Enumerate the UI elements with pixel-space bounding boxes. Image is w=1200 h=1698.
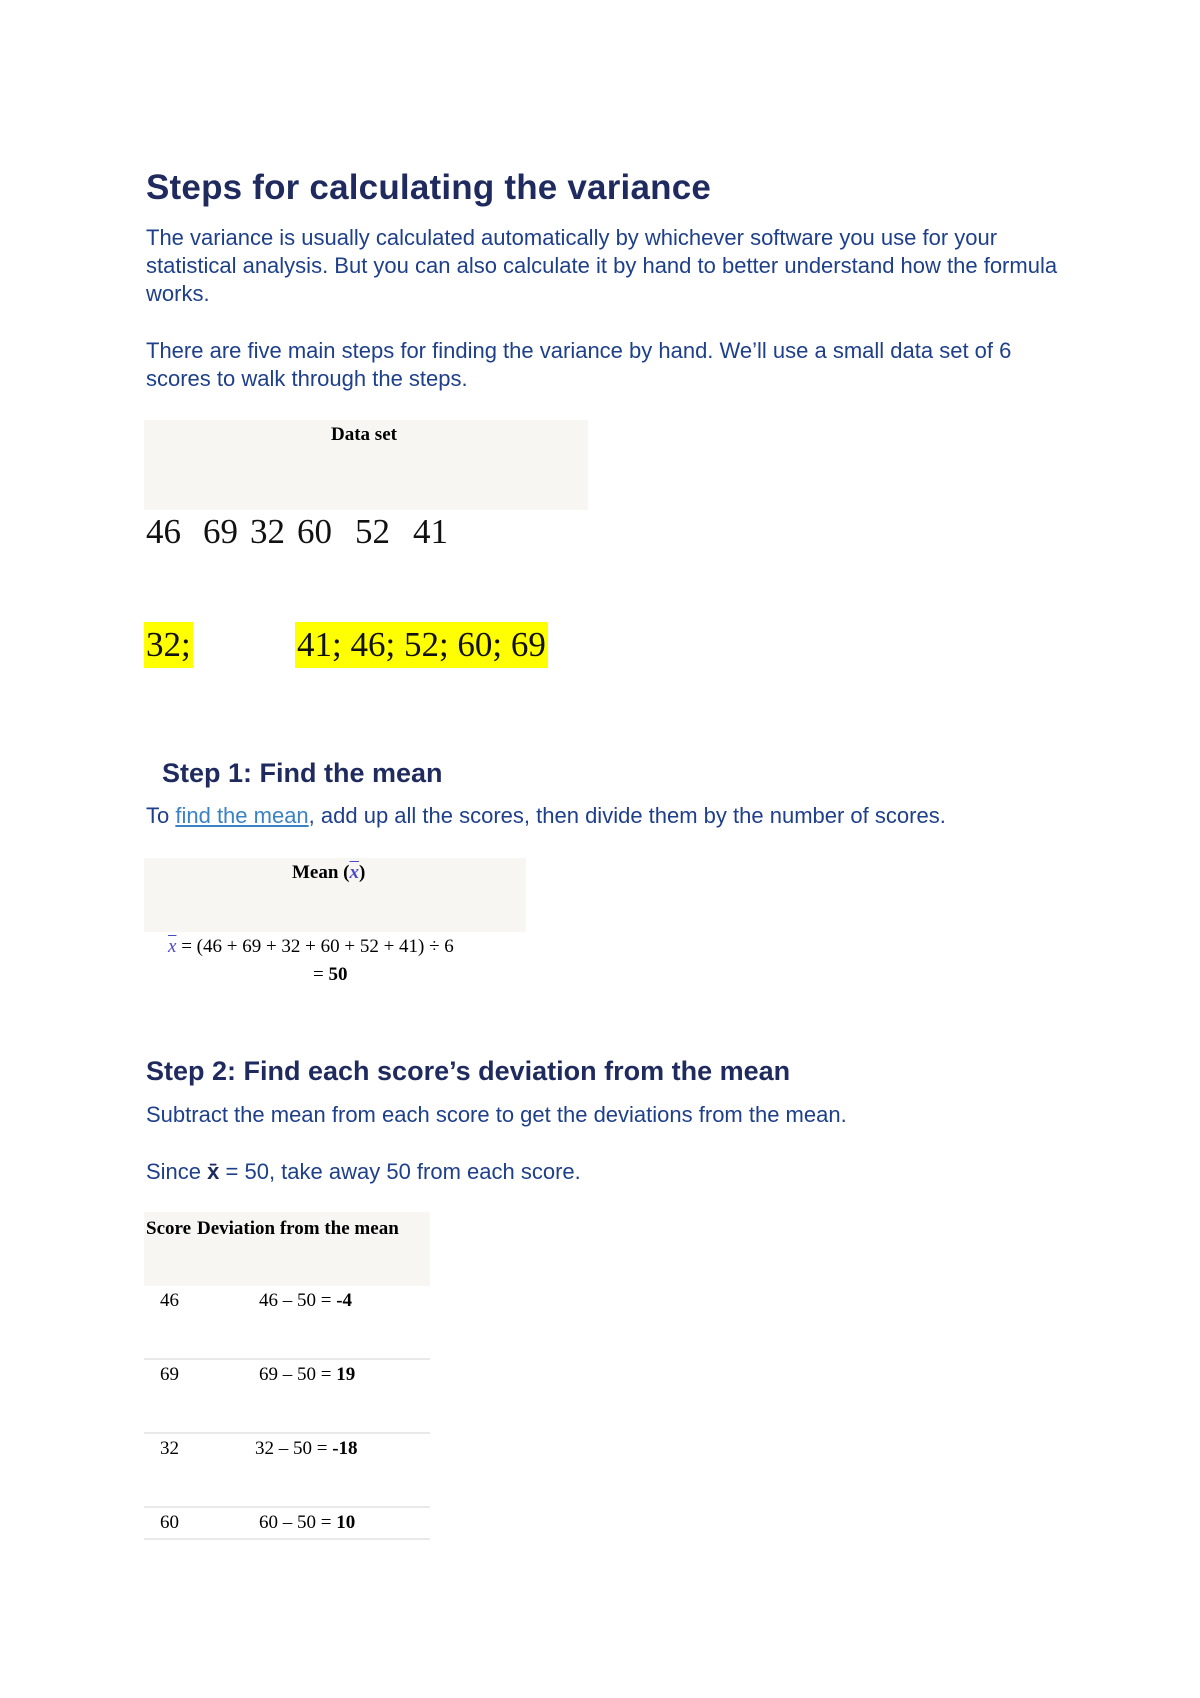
dataset-value: 32 — [250, 512, 285, 551]
dataset-value: 52 — [355, 512, 390, 551]
mean-result — [313, 964, 347, 986]
table-row-score: 60 — [160, 1512, 179, 1533]
row-divider — [144, 1358, 430, 1360]
xbar-symbol: x̄ — [207, 1159, 220, 1184]
deviation-table-header-score: Score — [146, 1218, 192, 1239]
mean-result-value: 50 — [328, 964, 348, 985]
xbar-symbol: $\overline{x}$ — [349, 862, 360, 883]
mean-formula — [168, 936, 454, 958]
deviation-result: 10 — [336, 1512, 356, 1533]
deviation-table-header-deviation: Deviation from the mean — [197, 1218, 399, 1239]
step2-paragraph: Subtract the mean from each score to get the deviations from the mean. — [146, 1102, 847, 1127]
mean-formula-body: = (46 + 69 + 32 + 60 + 52 + 41) ÷ 6 — [176, 936, 454, 957]
dataset-value: 60 — [297, 512, 332, 551]
table-row-deviation — [259, 1512, 355, 1534]
since-suffix: = 50, take away 50 from each score. — [219, 1159, 581, 1184]
deviation-expr: 60 – 50 = — [259, 1512, 337, 1533]
dataset-value: 41 — [413, 512, 448, 551]
table-row-deviation — [255, 1438, 358, 1460]
mean-label-close: ) — [359, 862, 366, 883]
mean-result-prefix: = — [313, 964, 329, 985]
sorted-value-highlight-first: 32; — [144, 622, 193, 668]
table-row-score: 32 — [160, 1438, 179, 1459]
table-row-deviation — [259, 1290, 352, 1312]
row-divider — [144, 1432, 430, 1434]
deviation-result: -18 — [332, 1438, 358, 1459]
table-row-deviation — [259, 1364, 355, 1386]
deviation-result: 19 — [336, 1364, 356, 1385]
deviation-expr: 69 – 50 = — [259, 1364, 337, 1385]
mean-table-header-label — [292, 862, 365, 884]
deviation-expr: 46 – 50 = — [259, 1290, 337, 1311]
intro-paragraph: The variance is usually calculated automatically by whichever software you use for your statistical analysis. But you can also calculate it by hand to better understand how the formula works. — [146, 225, 1058, 306]
deviation-result: -4 — [336, 1290, 353, 1311]
step1-text-before: To — [146, 803, 176, 828]
dataset-value: 69 — [203, 512, 238, 551]
page-title: Steps for calculating the variance — [146, 168, 712, 207]
row-divider — [144, 1506, 430, 1508]
step2-since-paragraph — [146, 1158, 1076, 1186]
step1-title: Step 1: Find the mean — [162, 758, 443, 788]
step1-text-after: , add up all the scores, then divide them by the number of scores. — [308, 803, 946, 828]
sorted-values-highlight-rest: 41; 46; 52; 60; 69 — [295, 622, 548, 668]
dataset-values-row — [146, 512, 448, 552]
row-divider — [144, 1538, 430, 1540]
find-the-mean-link[interactable]: find the mean — [175, 803, 309, 828]
table-row-score: 69 — [160, 1364, 179, 1385]
xbar-symbol: $\overline{x}$ — [168, 936, 177, 957]
step2-title: Step 2: Find each score’s deviation from the mean — [146, 1056, 791, 1086]
steps-paragraph: There are five main steps for finding the variance by hand. We’ll use a small data set of 6 scores to walk through the steps. — [146, 338, 1012, 391]
step1-paragraph — [146, 802, 1076, 830]
dataset-value: 46 — [146, 512, 181, 551]
table-row-score: 46 — [160, 1290, 179, 1311]
mean-label: Mean ( — [292, 862, 350, 883]
dataset-table-header-label: Data set — [331, 424, 397, 445]
since-prefix: Since — [146, 1159, 208, 1184]
deviation-expr: 32 – 50 = — [255, 1438, 333, 1459]
